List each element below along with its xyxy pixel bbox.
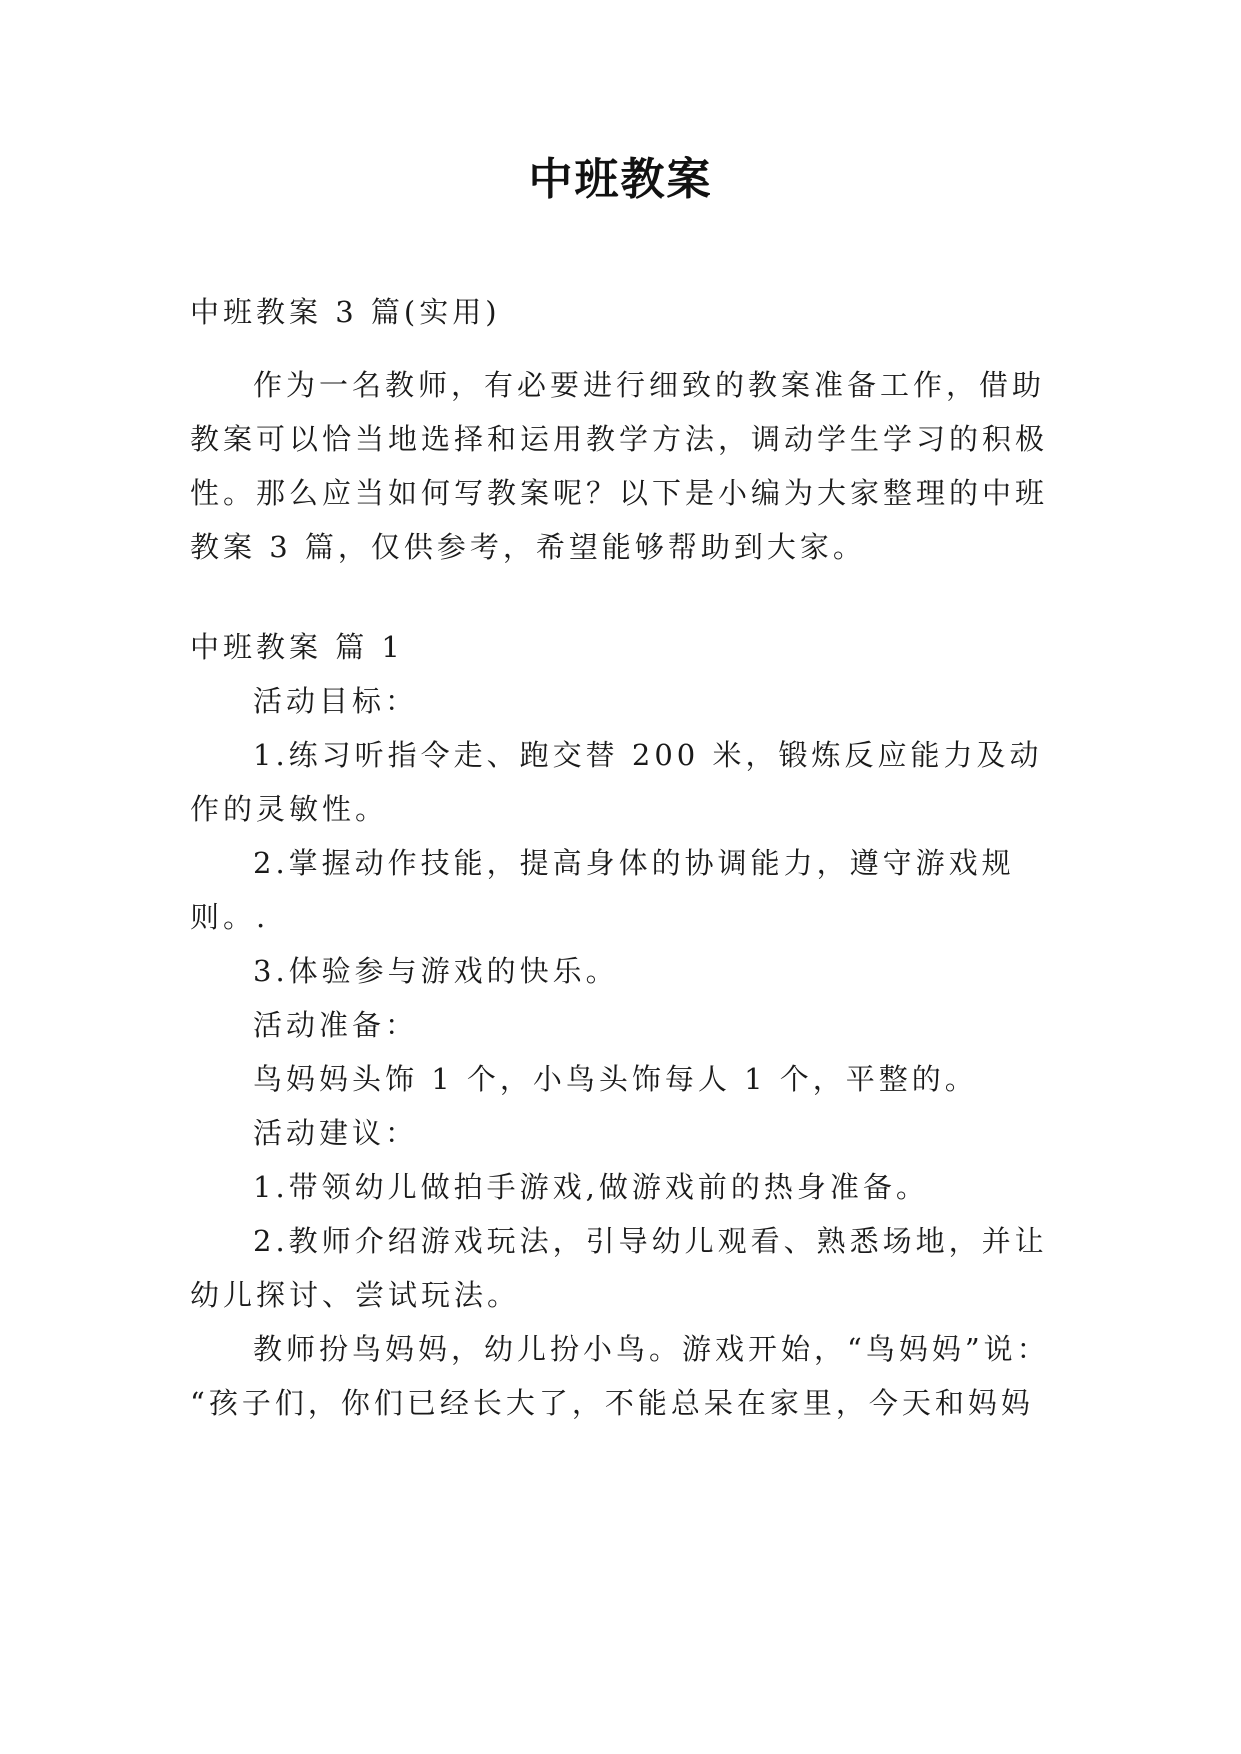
- section-heading: 中班教案 篇 1: [190, 630, 404, 664]
- body-line: 2.掌握动作技能，提高身体的协调能力，遵守游戏规: [253, 846, 1015, 880]
- intro-line: 教案可以恰当地选择和运用教学方法，调动学生学习的积极: [190, 422, 1049, 456]
- intro-line: 作为一名教师，有必要进行细致的教案准备工作，借助: [253, 368, 1046, 402]
- document-subtitle: 中班教案 3 篇(实用): [190, 295, 501, 329]
- body-line: 鸟妈妈头饰 1 个，小鸟头饰每人 1 个，平整的。: [253, 1062, 978, 1096]
- body-line: 1.带领幼儿做拍手游戏,做游戏前的热身准备。: [253, 1170, 929, 1204]
- body-line: 活动建议：: [253, 1116, 419, 1150]
- intro-line: 教案 3 篇，仅供参考，希望能够帮助到大家。: [190, 530, 866, 564]
- intro-line: 性。那么应当如何写教案呢？以下是小编为大家整理的中班: [190, 476, 1049, 510]
- body-line: 活动目标：: [253, 684, 419, 718]
- body-line: “孩子们，你们已经长大了，不能总呆在家里，今天和妈妈: [190, 1386, 1034, 1420]
- body-line: 3.体验参与游戏的快乐。: [253, 954, 619, 988]
- body-line: 教师扮鸟妈妈，幼儿扮小鸟。游戏开始，“鸟妈妈”说：: [253, 1332, 1050, 1366]
- body-line: 2.教师介绍游戏玩法，引导幼儿观看、熟悉场地，并让: [253, 1224, 1048, 1258]
- body-line: 1.练习听指令走、跑交替 200 米，锻炼反应能力及动: [253, 738, 1043, 772]
- document-title: 中班教案: [528, 154, 713, 205]
- body-line: 则。.: [190, 900, 270, 934]
- body-line: 活动准备：: [253, 1008, 419, 1042]
- body-line: 作的灵敏性。: [190, 792, 389, 826]
- body-line: 幼儿探讨、尝试玩法。: [190, 1278, 521, 1312]
